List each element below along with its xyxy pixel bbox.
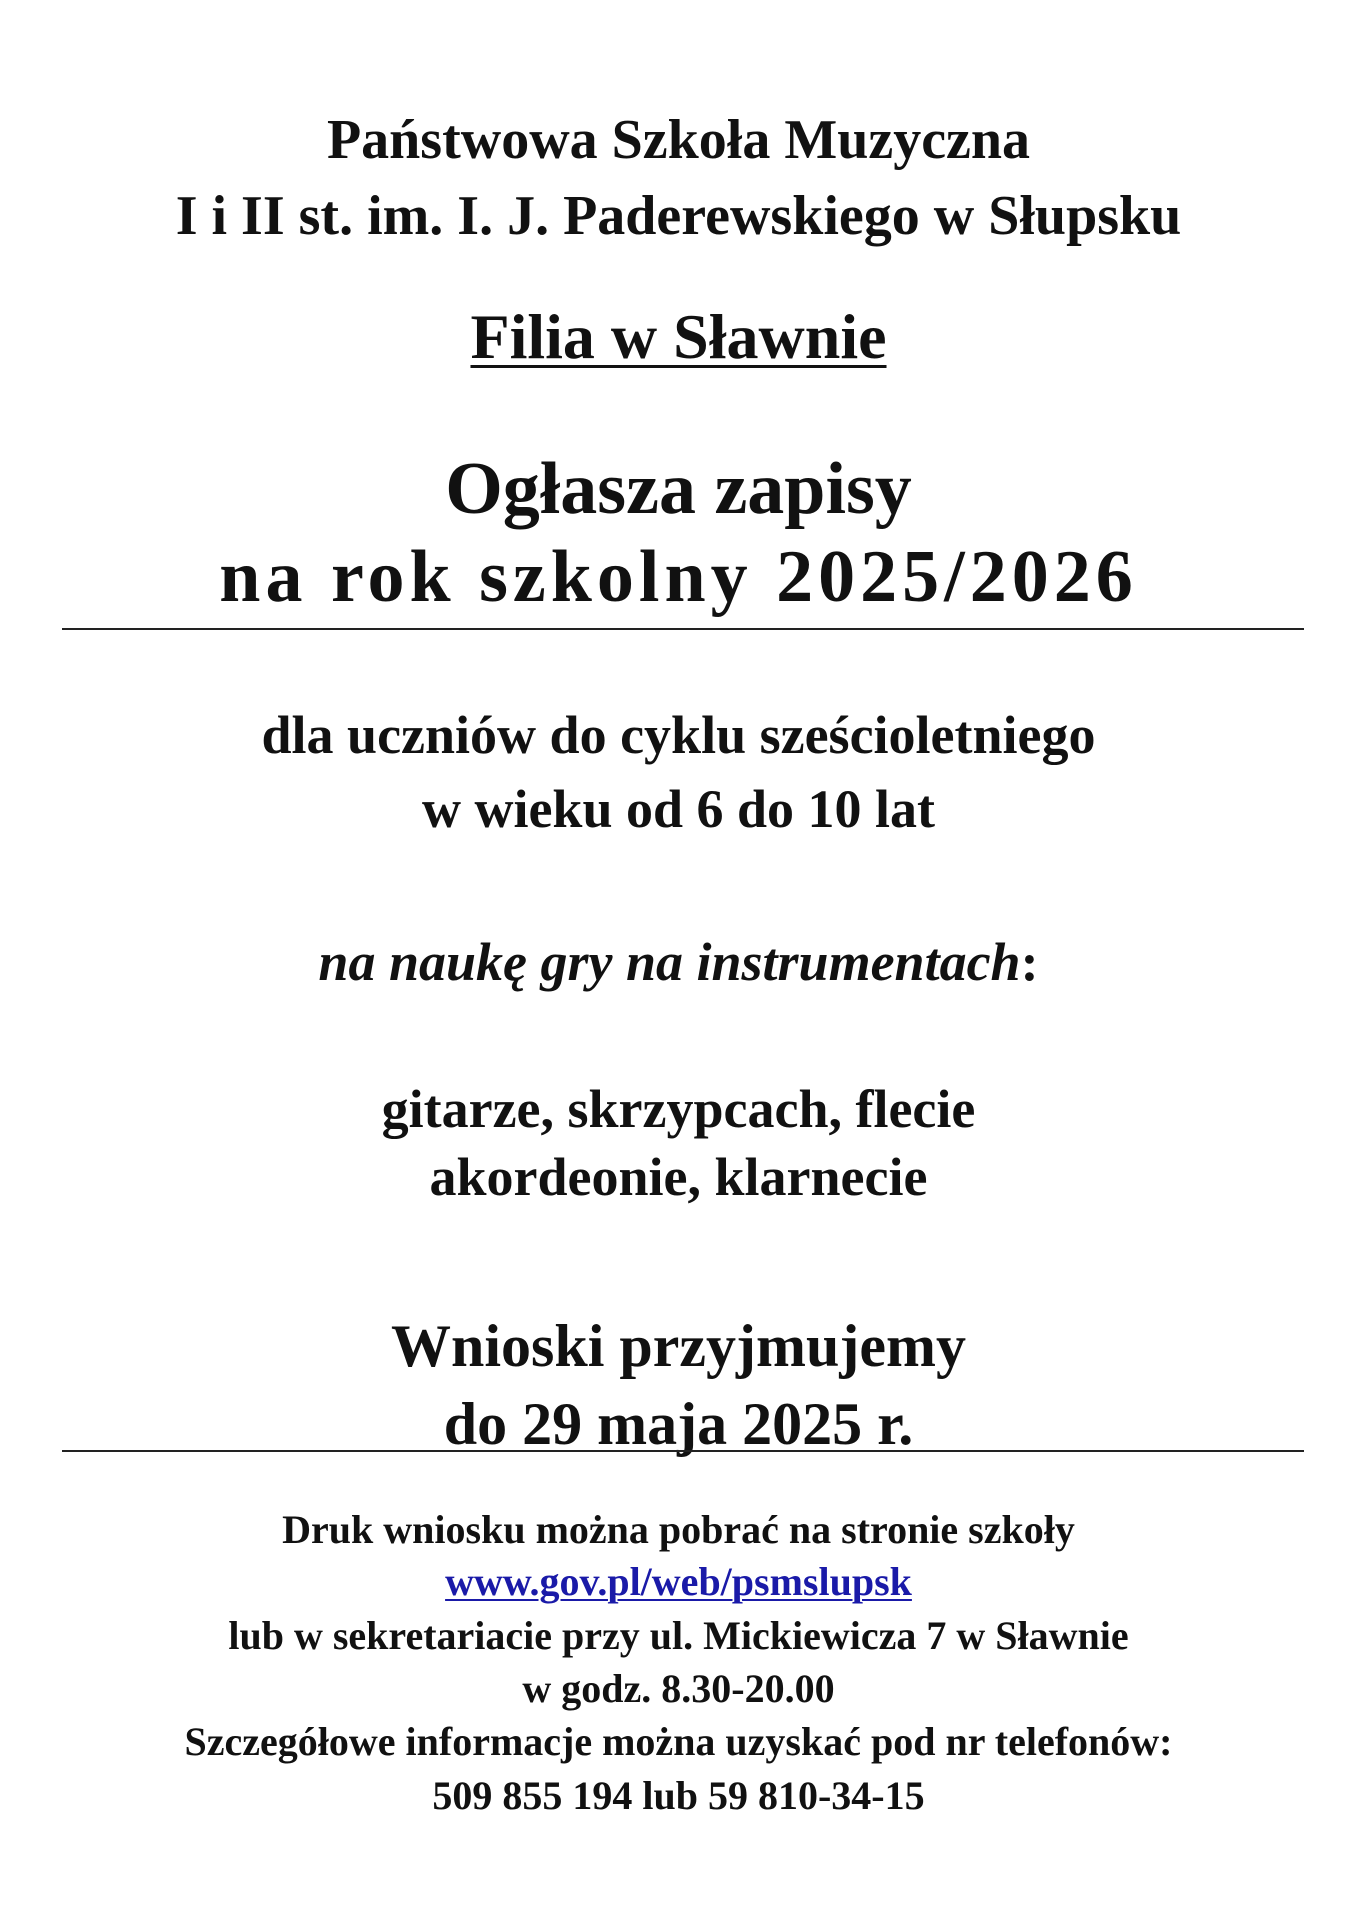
announcement-line2: na rok szkolny 2025/2026 bbox=[219, 536, 1138, 618]
form-info-text: Druk wniosku można pobrać na stronie szkoły bbox=[282, 1507, 1075, 1552]
announcement-line1: Ogłasza zapisy bbox=[445, 448, 912, 530]
branch-title bbox=[0, 301, 1357, 372]
instruments-heading-colon: : bbox=[1020, 932, 1039, 992]
instruments-line1: gitarze, skrzypcach, flecie bbox=[381, 1079, 976, 1139]
office-hours-text: w godz. 8.30-20.00 bbox=[522, 1666, 835, 1711]
office-info-text: lub w sekretariacie przy ul. Mickiewicza 7 w Sławnie bbox=[228, 1613, 1129, 1658]
instruments-line2: akordeonie, klarnecie bbox=[429, 1147, 928, 1207]
deadline-line1: Wnioski przyjmujemy bbox=[391, 1313, 966, 1379]
target-group-line2: w wieku od 6 do 10 lat bbox=[421, 779, 936, 839]
deadline-line2: do 29 maja 2025 r. bbox=[443, 1391, 914, 1457]
instruments-heading-text: na naukę gry na instrumentach bbox=[318, 932, 1021, 992]
target-group-line1: dla uczniów do cyklu sześcioletniego bbox=[261, 705, 1096, 765]
instruments-heading bbox=[0, 932, 1357, 992]
school-name-line2: I i II st. im. I. J. Paderewskiego w Słupsku bbox=[175, 185, 1182, 247]
school-name-line1: Państwowa Szkoła Muzyczna bbox=[326, 109, 1031, 171]
divider-top bbox=[62, 628, 1304, 630]
website-line bbox=[0, 1559, 1357, 1604]
details-info-text: Szczegółowe informacje można uzyskać pod nr telefonów: bbox=[184, 1719, 1173, 1764]
website-link[interactable]: www.gov.pl/web/psmslupsk bbox=[445, 1559, 912, 1604]
divider-bottom bbox=[62, 1450, 1304, 1452]
branch-title-text: Filia w Sławnie bbox=[470, 301, 887, 372]
phone-numbers-text: 509 855 194 lub 59 810-34-15 bbox=[432, 1773, 925, 1818]
